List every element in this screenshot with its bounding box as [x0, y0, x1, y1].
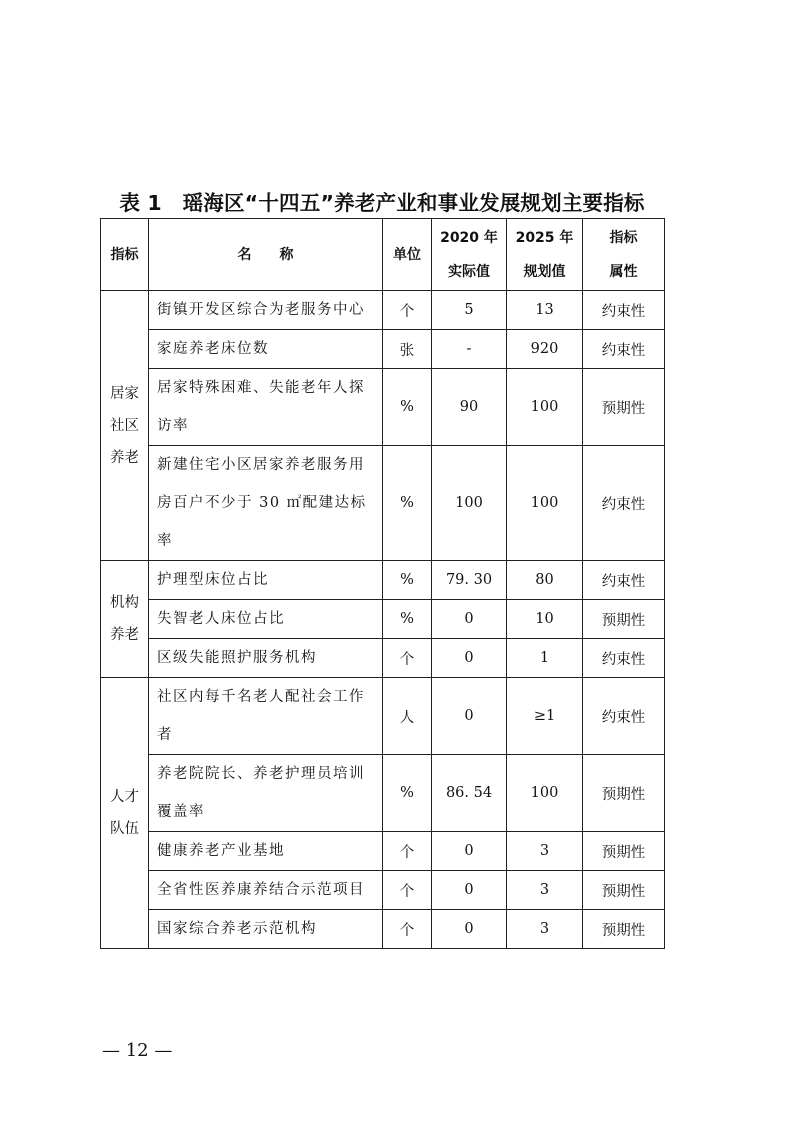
category-line: 社区: [110, 417, 139, 434]
row-2025: 80: [507, 561, 583, 600]
row-2025: 1: [507, 639, 583, 678]
category-line: 人才: [110, 789, 139, 805]
category-line: 机构: [110, 595, 139, 611]
header-attribute-line2: 属性: [609, 263, 638, 280]
table-row: [101, 291, 665, 330]
row-attribute: 预期性: [583, 871, 665, 910]
header-2025-line2: 规划值: [523, 263, 566, 280]
row-2020: 0: [432, 639, 507, 678]
row-2020: 0: [432, 871, 507, 910]
row-unit: 张: [383, 330, 432, 369]
header-unit: 单位: [383, 219, 432, 291]
row-attribute: 约束性: [583, 561, 665, 600]
table-row: [101, 755, 665, 832]
table-row: [101, 871, 665, 910]
header-2025: [507, 219, 583, 291]
row-2020: 100: [432, 446, 507, 561]
row-unit: %: [383, 446, 432, 561]
row-attribute: 约束性: [583, 678, 665, 755]
table-row: [101, 639, 665, 678]
row-attribute: 预期性: [583, 832, 665, 871]
row-2020: 86. 54: [432, 755, 507, 832]
row-unit: 个: [383, 871, 432, 910]
row-attribute: 约束性: [583, 446, 665, 561]
table-row: [101, 678, 665, 755]
row-2020: 0: [432, 910, 507, 949]
row-2020: -: [432, 330, 507, 369]
row-name: 居家特殊困难、失能老年人探访率: [149, 369, 383, 446]
row-unit: %: [383, 561, 432, 600]
row-2025: 13: [507, 291, 583, 330]
row-attribute: 约束性: [583, 330, 665, 369]
row-2025: 3: [507, 832, 583, 871]
row-2025: 3: [507, 871, 583, 910]
header-attribute: [583, 219, 665, 291]
page-number: — 12 —: [102, 1040, 173, 1061]
row-2020: 5: [432, 291, 507, 330]
row-unit: %: [383, 600, 432, 639]
row-2025: 10: [507, 600, 583, 639]
row-name: 区级失能照护服务机构: [149, 639, 383, 678]
row-2025: 100: [507, 446, 583, 561]
row-unit: 个: [383, 832, 432, 871]
row-unit: %: [383, 369, 432, 446]
row-attribute: 预期性: [583, 369, 665, 446]
category-cell: [101, 561, 149, 678]
row-2020: 0: [432, 678, 507, 755]
category-line: 养老: [110, 627, 139, 643]
row-2020: 79. 30: [432, 561, 507, 600]
header-2020-line1: 2020 年: [440, 229, 498, 246]
table-row: [101, 910, 665, 949]
table-row: [101, 832, 665, 871]
header-2020: [432, 219, 507, 291]
category-line: 养老: [110, 449, 139, 466]
indicator-table: [100, 218, 665, 949]
row-unit: 个: [383, 639, 432, 678]
row-2025: 3: [507, 910, 583, 949]
table-row: [101, 369, 665, 446]
row-attribute: 预期性: [583, 755, 665, 832]
row-2020: 90: [432, 369, 507, 446]
row-2020: 0: [432, 600, 507, 639]
category-line: 队伍: [110, 821, 139, 837]
row-2025: 100: [507, 369, 583, 446]
category-line: 居家: [110, 385, 139, 402]
header-2020-line2: 实际值: [448, 263, 490, 280]
table-row: [101, 561, 665, 600]
row-name: 失智老人床位占比: [149, 600, 383, 639]
row-unit: 个: [383, 291, 432, 330]
row-attribute: 约束性: [583, 291, 665, 330]
table-row: [101, 330, 665, 369]
header-2025-line1: 2025 年: [515, 229, 574, 246]
category-cell: [101, 291, 149, 561]
row-2020: 0: [432, 832, 507, 871]
row-name: 新建住宅小区居家养老服务用房百户不少于 30 ㎡配建达标率: [149, 446, 383, 561]
header-category: 指标: [101, 219, 149, 291]
row-attribute: 预期性: [583, 600, 665, 639]
table-row: [101, 600, 665, 639]
row-attribute: 约束性: [583, 639, 665, 678]
row-unit: 个: [383, 910, 432, 949]
row-unit: 人: [383, 678, 432, 755]
row-name: 全省性医养康养结合示范项目: [149, 871, 383, 910]
row-name: 护理型床位占比: [149, 561, 383, 600]
row-name: 养老院院长、养老护理员培训覆盖率: [149, 755, 383, 832]
row-name: 街镇开发区综合为老服务中心: [149, 291, 383, 330]
row-2025: 920: [507, 330, 583, 369]
table-title: 表 1 瑶海区“十四五”养老产业和事业发展规划主要指标: [119, 191, 645, 215]
header-attribute-line1: 指标: [609, 229, 638, 246]
table-row: [101, 446, 665, 561]
category-cell: [101, 678, 149, 949]
row-2025: ≥1: [507, 678, 583, 755]
header-row: [101, 219, 665, 291]
row-attribute: 预期性: [583, 910, 665, 949]
row-name: 健康养老产业基地: [149, 832, 383, 871]
row-name: 家庭养老床位数: [149, 330, 383, 369]
row-name: 社区内每千名老人配社会工作者: [149, 678, 383, 755]
header-name: 名 称: [149, 219, 383, 291]
row-unit: %: [383, 755, 432, 832]
row-2025: 100: [507, 755, 583, 832]
row-name: 国家综合养老示范机构: [149, 910, 383, 949]
